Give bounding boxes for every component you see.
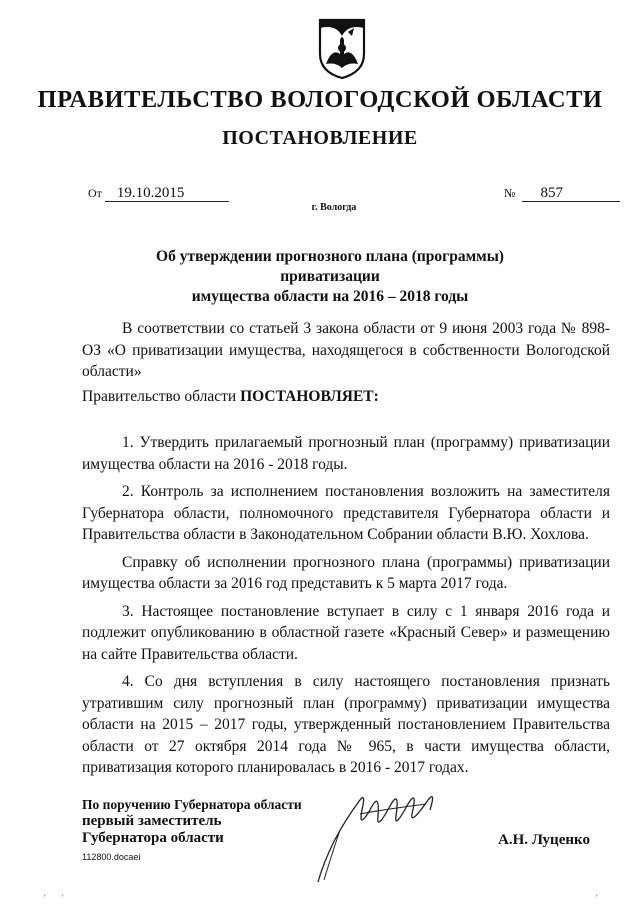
- scan-mark: ': [596, 893, 598, 903]
- number-field: [504, 186, 620, 202]
- document-reference: 112800.docaei: [82, 852, 141, 862]
- handwritten-signature: [300, 770, 460, 890]
- date-field: [88, 186, 229, 202]
- decree-item: 1. Утвердить прилагаемый прогнозный план (программу) приватизации имущества области на 2016 - 2018 годы.: [82, 434, 610, 473]
- preamble-text: В соответствии со статьей 3 закона области от 9 июня 2003 года № 898-ОЗ «О приватизации имущества, находящегося в собственности Вологодской области»: [82, 320, 610, 380]
- decree-item: 2. Контроль за исполнением постановления возложить на заместителя Губернатора области, полномочного представителя Губернатора области и Правительства области в Законодательном Собрании области В.Ю. Хохлова.: [82, 483, 610, 543]
- decree-item: 3. Настоящее постановление вступает в силу с 1 января 2016 года и подлежит опубликованию в областной газете «Красный Север» и размещению на сайте Правительства области.: [82, 602, 610, 663]
- signatory-line: По поручению Губернатора области: [82, 797, 302, 812]
- decree-line: [82, 386, 610, 408]
- preamble: [82, 318, 610, 383]
- page-title: ПРАВИТЕЛЬСТВО ВОЛОГОДСКОЙ ОБЛАСТИ: [37, 86, 603, 113]
- decree-items: [82, 432, 610, 785]
- scan-mark: ': [62, 893, 64, 903]
- decree-item: Справку об исполнении прогнозного плана (программы) приватизации имущества области за 2016 год представить к 5 марта 2017 года.: [82, 553, 610, 592]
- signatory-line: первый заместитель: [82, 813, 222, 829]
- city-label: г. Вологда: [311, 202, 357, 213]
- signatory-name: А.Н. Луценко: [498, 832, 590, 848]
- decree-prefix: Правительство области: [82, 388, 241, 405]
- decree-word: ПОСТАНОВЛЯЕТ:: [240, 388, 379, 405]
- heading-line: имущества области на 2016 – 2018 годы: [191, 288, 469, 305]
- document-type: ПОСТАНОВЛЕНИЕ: [222, 127, 418, 149]
- scan-mark: ': [44, 893, 46, 903]
- number-value: 857: [522, 186, 620, 202]
- signatory-title: [82, 797, 302, 847]
- date-prefix: От: [88, 186, 102, 200]
- signatory-line: Губернатора области: [82, 830, 224, 846]
- document-heading: [110, 247, 550, 307]
- number-prefix: №: [504, 186, 516, 200]
- heading-line: Об утверждении прогнозного плана (программы) приватизации: [156, 248, 504, 285]
- coat-of-arms-icon: [318, 18, 366, 80]
- date-value: 19.10.2015: [105, 186, 229, 202]
- decree-item: 4. Со дня вступления в силу настоящего постановления признать утратившим силу прогнозный план (программу) приватизации имущества области на 2015 – 2017 годы, утвержденный постановлением Правительства области от 27 октября 2014 года № 965, в части имущества области, приватизация которого планировалась в 2016 - 2017 годах.: [82, 673, 610, 776]
